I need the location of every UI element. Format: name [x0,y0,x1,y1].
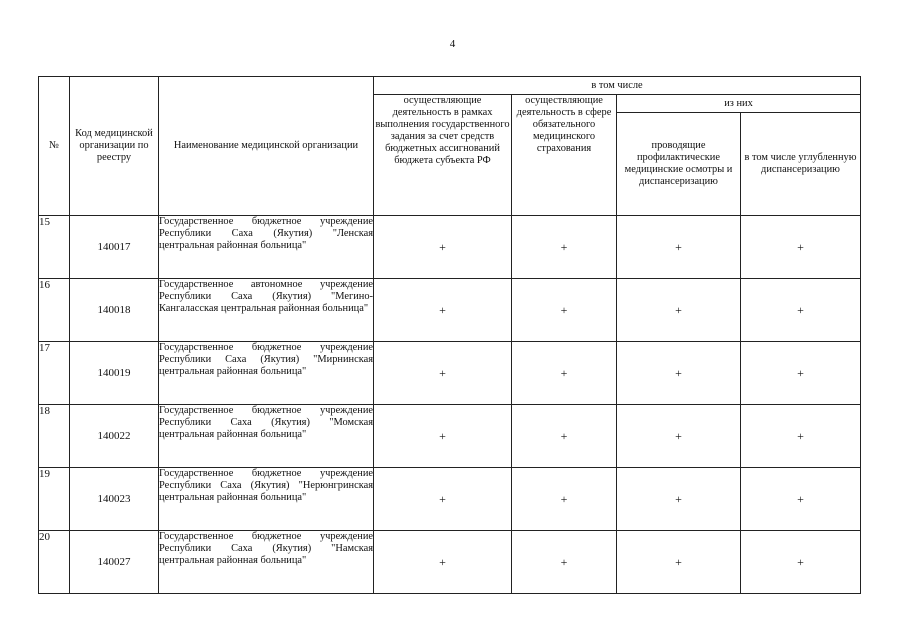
header-of-them: из них [617,95,861,113]
medical-organizations-table [38,76,861,594]
row-number: 17 [39,342,70,405]
registry-code: 140018 [70,279,159,342]
in-depth-mark: + [741,279,861,342]
organization-name: Государственное бюджетное учреждение Республики Саха (Якутия) "Ленская центральная районная больница" [159,216,374,279]
page-number: 4 [449,38,456,50]
in-depth-mark: + [741,531,861,594]
budget-mark: + [374,405,512,468]
organization-name: Государственное бюджетное учреждение Республики Саха (Якутия) "Намская центральная районная больница" [159,531,374,594]
budget-mark: + [374,279,512,342]
budget-mark: + [374,468,512,531]
organization-name: Государственное бюджетное учреждение Республики Саха (Якутия) "Момская центральная районная больница" [159,405,374,468]
oms-mark: + [512,468,617,531]
registry-code: 140023 [70,468,159,531]
preventive-mark: + [617,405,741,468]
table-row [39,468,861,531]
row-number: 19 [39,468,70,531]
in-depth-mark: + [741,405,861,468]
oms-mark: + [512,531,617,594]
row-number: 16 [39,279,70,342]
table-body [39,216,861,594]
organization-name: Государственное бюджетное учреждение Республики Саха (Якутия) "Мирнинская центральная районная больница" [159,342,374,405]
preventive-mark: + [617,216,741,279]
header-preventive-exams: проводящие профилактические медицинские осмотры и диспансеризацию [617,113,741,216]
oms-mark: + [512,279,617,342]
header-num: № [39,77,70,216]
registry-code: 140019 [70,342,159,405]
in-depth-mark: + [741,468,861,531]
header-in-depth-dispensary: в том числе углубленную диспансеризацию [741,113,861,216]
preventive-mark: + [617,468,741,531]
preventive-mark: + [617,279,741,342]
header-including: в том числе [374,77,861,95]
table-row [39,279,861,342]
registry-code: 140022 [70,405,159,468]
table-row [39,405,861,468]
header-oms: осуществляющие деятельность в сфере обязательного медицинского страхования [512,95,617,216]
oms-mark: + [512,342,617,405]
in-depth-mark: + [741,342,861,405]
oms-mark: + [512,216,617,279]
preventive-mark: + [617,342,741,405]
in-depth-mark: + [741,216,861,279]
table-header [39,77,861,216]
table-row [39,531,861,594]
row-number: 20 [39,531,70,594]
budget-mark: + [374,342,512,405]
row-number: 15 [39,216,70,279]
organization-name: Государственное автономное учреждение Республики Саха (Якутия) "Мегино-Кангаласская центральная районная больница" [159,279,374,342]
oms-mark: + [512,405,617,468]
organization-name: Государственное бюджетное учреждение Республики Саха (Якутия) "Нерюнгринская центральная районная больница" [159,468,374,531]
table-row [39,342,861,405]
registry-code: 140027 [70,531,159,594]
row-number: 18 [39,405,70,468]
registry-code: 140017 [70,216,159,279]
header-code: Код медицинской организации по реестру [70,77,159,216]
preventive-mark: + [617,531,741,594]
header-name: Наименование медицинской организации [159,77,374,216]
header-budget: осуществляющие деятельность в рамках выполнения государственного задания за счет средств бюджетных ассигнований бюджета субъекта РФ [374,95,512,216]
table-row [39,216,861,279]
budget-mark: + [374,531,512,594]
budget-mark: + [374,216,512,279]
